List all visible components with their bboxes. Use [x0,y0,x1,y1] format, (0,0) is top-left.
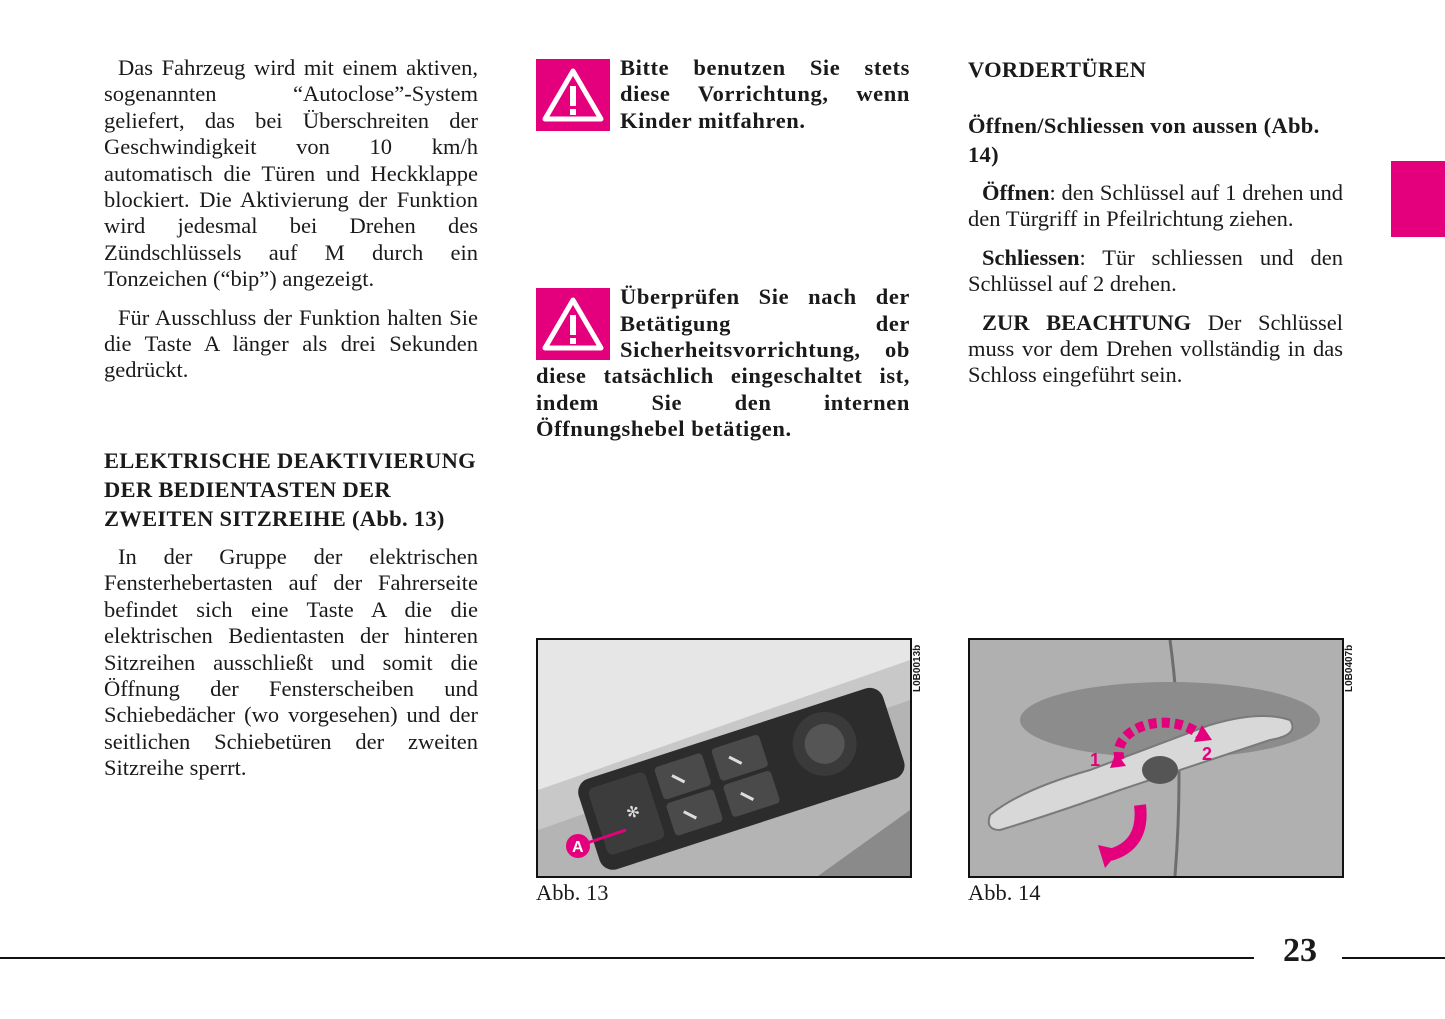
figure-13-window-switches [536,638,912,878]
window-switch-panel-illustration [538,640,910,876]
warning-block-2 [536,134,910,442]
chapter-tab [1391,161,1445,237]
column-2 [536,55,910,443]
open-text: : den Schlüssel auf 1 drehen und den Türgriff in Pfeilrichtung ziehen. [968,180,1343,232]
open-paragraph [968,180,1343,233]
close-paragraph [968,245,1343,298]
note-label: ZUR BEACHTUNG [982,309,1192,335]
figure-14-code: L0B0407b [1344,644,1355,692]
open-label: Öffnen [982,180,1050,205]
close-label: Schliessen [982,244,1080,270]
figure-14-caption: Abb. 14 [968,880,1041,905]
section-heading-deactivation: ELEKTRISCHE DEAKTIVIERUNG DER BEDIENTASTEN DER ZWEITEN SITZREIHE (Abb. 13) [104,447,476,531]
warning-text-1: Bitte benutzen Sie stets diese Vorrichtung, wenn Kinder mitfahren. [620,55,910,133]
label-1: 1 [1090,750,1101,770]
footer-rule-left [0,957,1254,959]
figure-13-code: L0B0013b [912,644,923,692]
exclusion-paragraph: Für Ausschluss der Funktion halten Sie die Taste A länger als drei Sekunden gedrückt. [104,304,478,383]
page-number: 23 [1283,932,1317,969]
svg-text:✻: ✻ [624,802,643,824]
warning-triangle-icon [536,288,610,360]
warning-triangle-icon [536,59,610,131]
label-2: 2 [1202,744,1213,764]
autoclose-paragraph: Das Fahrzeug wird mit einem aktiven, sogenannten “Autoclose”-System geliefert, das bei Überschreiten der Geschwindigkeit von 10 km/h automatisch die Türen und Heckklappe blockiert. Die Aktivierung der Funktion wird jedesmal bei Drehen des Zündschlüssels auf M durch ein Tonzeichen (“bip”) angezeigt. [104,55,478,292]
subheading-open-close: Öffnen/Schliessen von aussen (Abb. 14) [968,113,1320,167]
figure-13-caption: Abb. 13 [536,880,609,905]
door-handle-illustration [970,640,1342,876]
deactivation-paragraph: In der Gruppe der elektrischen Fensterhebertasten auf der Fahrerseite befindet sich eine Taste A die die elektrischen Bedientasten der hinteren Sitzreihen ausschließt und somit die Öffnung der Fensterscheiben und Schiebedächer (wo vorgesehen) und der seitlichen Schiebetüren der zweiten Sitzreihe sperrt. [104,543,478,781]
section-heading-front-doors: VORDERTÜREN [968,57,1147,82]
close-text: : Tür schliessen und den Schlüssel auf 2 drehen. [968,244,1343,297]
warning-block-1 [536,55,910,134]
footer-rule-right [1342,957,1445,959]
note-paragraph [968,310,1343,389]
column-3 [968,55,1343,389]
label-a: A [572,839,584,856]
warning-text-2: Überprüfen Sie nach der Betätigung der Sicherheitsvorrichtung, ob diese tatsächlich eingeschaltet ist, indem Sie den internen Öffnungshebel betätigen. [536,284,910,442]
column-1 [104,55,478,782]
note-text: Der Schlüssel muss vor dem Drehen vollständig in das Schloss eingeführt sein. [968,309,1343,388]
figure-14-door-handle [968,638,1344,878]
